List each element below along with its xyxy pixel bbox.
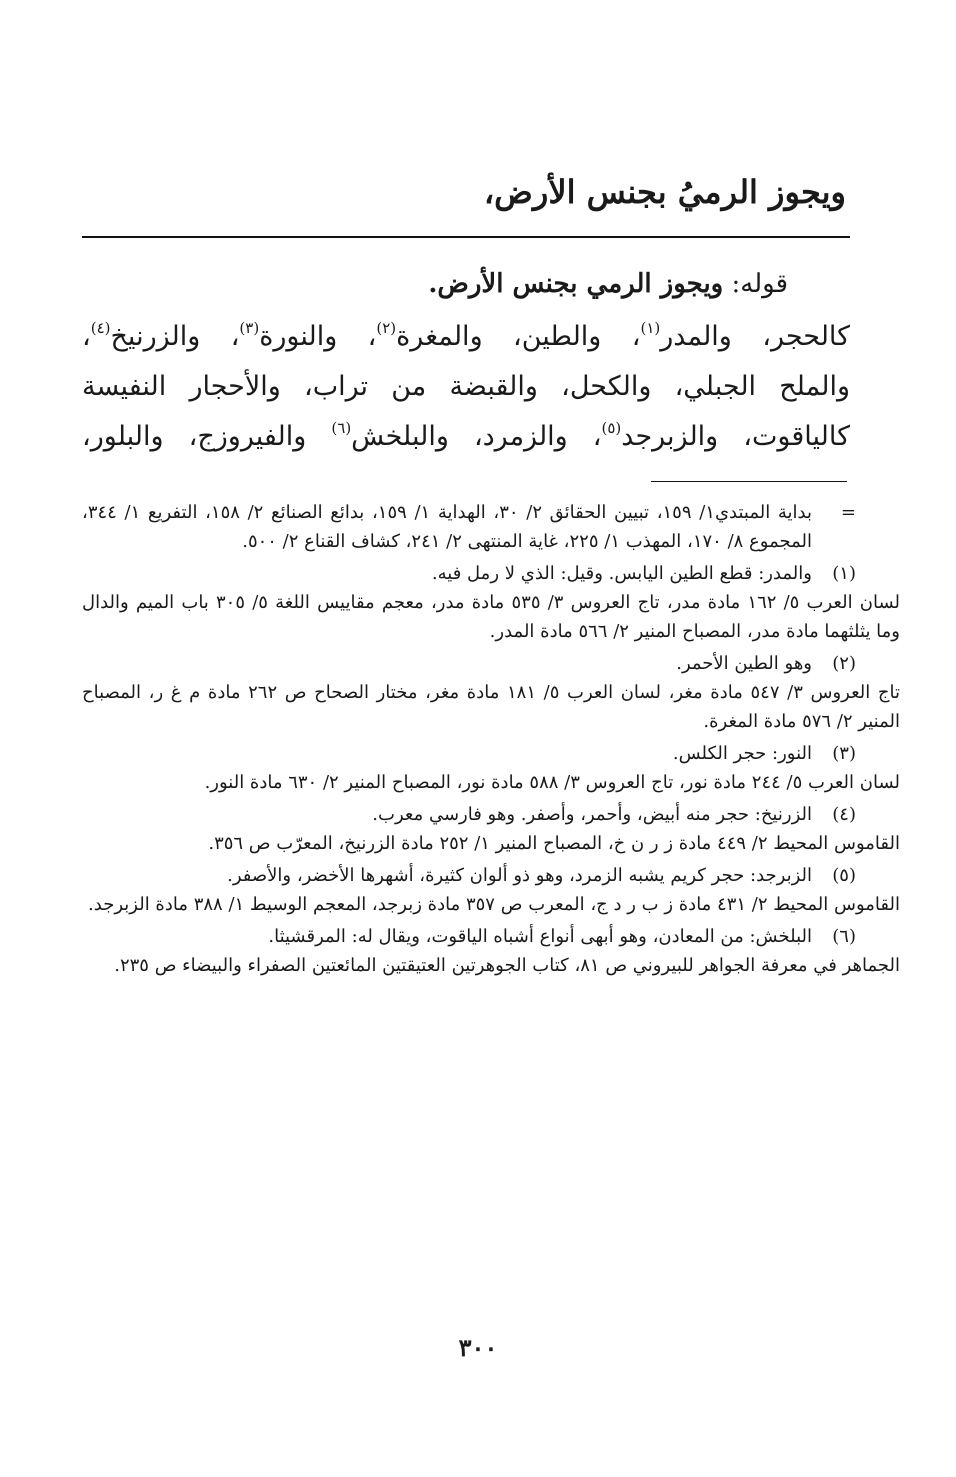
commentary-block bbox=[82, 256, 850, 462]
footnote-list bbox=[82, 559, 901, 980]
footnote-definition-row bbox=[82, 649, 856, 678]
footnote-item bbox=[82, 649, 901, 736]
top-divider bbox=[82, 236, 850, 238]
footnote-sources: تاج العروس ٣/ ٥٤٧ مادة مغر، لسان العرب ٥/ ١٨١ مادة مغر، مختار الصحاح ص ٢٦٢ مادة م غ ر، المصباح المنير ٢/ ٥٧٦ مادة المغرة. bbox=[82, 682, 901, 732]
footnotes bbox=[82, 498, 901, 983]
footnote-sources: لسان العرب ٥/ ٢٤٤ مادة نور، تاج العروس ٣/ ٥٨٨ مادة نور، المصباح المنير ٢/ ٦٣٠ مادة النور. bbox=[204, 772, 900, 793]
matn-text: ويجوز الرميُ بجنس الأرض، bbox=[483, 173, 846, 211]
footnote-sources: القاموس المحيط ٢/ ٤٤٩ مادة ز ر ن خ، المصباح المنير ١/ ٢٥٢ مادة الزرنيخ، المعرّب ص ٣٥٦. bbox=[208, 833, 900, 854]
footnote-ref-5: (٥) bbox=[601, 419, 622, 437]
footnote-definition: الزبرجد: حجر كريم يشبه الزمرد، وهو ذو ألوان كثيرة، أشهرها الأخضر، والأصفر. bbox=[227, 865, 812, 886]
lead-quote: ويجوز الرمي بجنس الأرض. bbox=[428, 269, 724, 299]
commentary-body bbox=[82, 312, 850, 462]
footnote-number: (٢) bbox=[832, 653, 856, 674]
footnote-definition-row bbox=[82, 800, 856, 829]
footnote-definition: وهو الطين الأحمر. bbox=[676, 653, 812, 674]
footnote-ref-2: (٢) bbox=[376, 319, 397, 337]
footnote-definition: الزرنيخ: حجر منه أبيض، وأحمر، وأصفر. وهو فارسي معرب. bbox=[372, 804, 812, 825]
footnote-ref-4: (٤) bbox=[90, 319, 111, 337]
text-segment: كالياقوت، والزبرجد bbox=[621, 421, 850, 452]
footnote-divider bbox=[651, 481, 847, 482]
text-segment: ، والطين، والمغرة bbox=[396, 321, 641, 352]
footnote-definition: والمدر: قطع الطين اليابس. وقيل: الذي لا رمل فيه. bbox=[431, 563, 812, 584]
text-segment: ، والنورة bbox=[259, 321, 377, 352]
commentary-line-1 bbox=[82, 312, 850, 362]
footnote-item bbox=[82, 739, 900, 797]
footnote-number: (٦) bbox=[832, 926, 856, 947]
text-segment: ، bbox=[82, 321, 91, 352]
text-segment: ، والزرنيخ bbox=[110, 321, 240, 352]
commentary-line-3 bbox=[82, 412, 850, 462]
footnote-definition: البلخش: من المعادن، وهو أبهى أنواع أشباه الياقوت، ويقال له: المرقشيثا. bbox=[268, 926, 812, 947]
footnote-ref-6: (٦) bbox=[331, 419, 352, 437]
page-number: ٣٠٠ bbox=[458, 1333, 498, 1362]
commentary-lead bbox=[82, 256, 850, 312]
footnote-item bbox=[82, 861, 900, 919]
footnote-item bbox=[82, 559, 900, 646]
continuation-marker: = bbox=[840, 502, 856, 523]
footnote-number: (٥) bbox=[832, 865, 856, 886]
footnote-number: (٣) bbox=[832, 743, 856, 764]
footnote-continued-text: بداية المبتدي١/ ١٥٩، تبيين الحقائق ٢/ ٣٠، الهداية ١/ ١٥٩، بدائع الصنائع ٢/ ١٥٨، التفريع ١/ ٣٤٤، المجموع ٨/ ١٧٠، المهذب ١/ ٢٢٥، غاية المنتهى ٢/ ٢٤١، كشاف القناع ٢/ ٥٠٠. bbox=[82, 502, 813, 552]
footnote-item bbox=[82, 922, 900, 980]
matn-heading bbox=[86, 168, 846, 216]
text-segment: ، والزمرد، والبلخش bbox=[351, 421, 602, 452]
footnote-ref-3: (٣) bbox=[239, 319, 260, 337]
commentary-line-2: والملح الجبلي، والكحل، والقبضة من تراب، والأحجار النفيسة bbox=[82, 371, 850, 402]
footnote-definition: النور: حجر الكلس. bbox=[672, 743, 812, 764]
footnote-definition-row bbox=[82, 861, 856, 890]
text-segment: والفيروزج، والبلور، bbox=[82, 421, 332, 452]
footnote-number: (١) bbox=[832, 563, 856, 584]
footnote-number: (٤) bbox=[832, 804, 856, 825]
footnote-definition-row bbox=[82, 559, 856, 588]
footnote-sources: القاموس المحيط ٢/ ٤٣١ مادة ز ب ر د ج، المعرب ص ٣٥٧ مادة زبرجد، المعجم الوسيط ١/ ٣٨٨ مادة الزبرجد. bbox=[88, 894, 900, 915]
text-segment: كالحجر، والمدر bbox=[660, 321, 851, 352]
footnote-ref-1: (١) bbox=[640, 319, 661, 337]
footnote-definition-row bbox=[82, 922, 856, 951]
footnote-item bbox=[82, 800, 900, 858]
footnote-sources: لسان العرب ٥/ ١٦٢ مادة مدر، تاج العروس ٣/ ٥٣٥ مادة مدر، معجم مقاييس اللغة ٥/ ٣٠٥ باب الميم والدال وما يثلثهما مادة مدر، المصباح المنير ٢/ ٥٦٦ مادة المدر. bbox=[82, 592, 900, 642]
footnote-definition-row bbox=[82, 739, 856, 768]
footnote-continued bbox=[82, 498, 856, 556]
footnote-sources: الجماهر في معرفة الجواهر للبيروني ص ٨١، كتاب الجوهرتين العتيقتين المائعتين الصفراء والبيضاء ص ٢٣٥. bbox=[114, 955, 900, 976]
lead-label: قوله: bbox=[731, 269, 788, 299]
